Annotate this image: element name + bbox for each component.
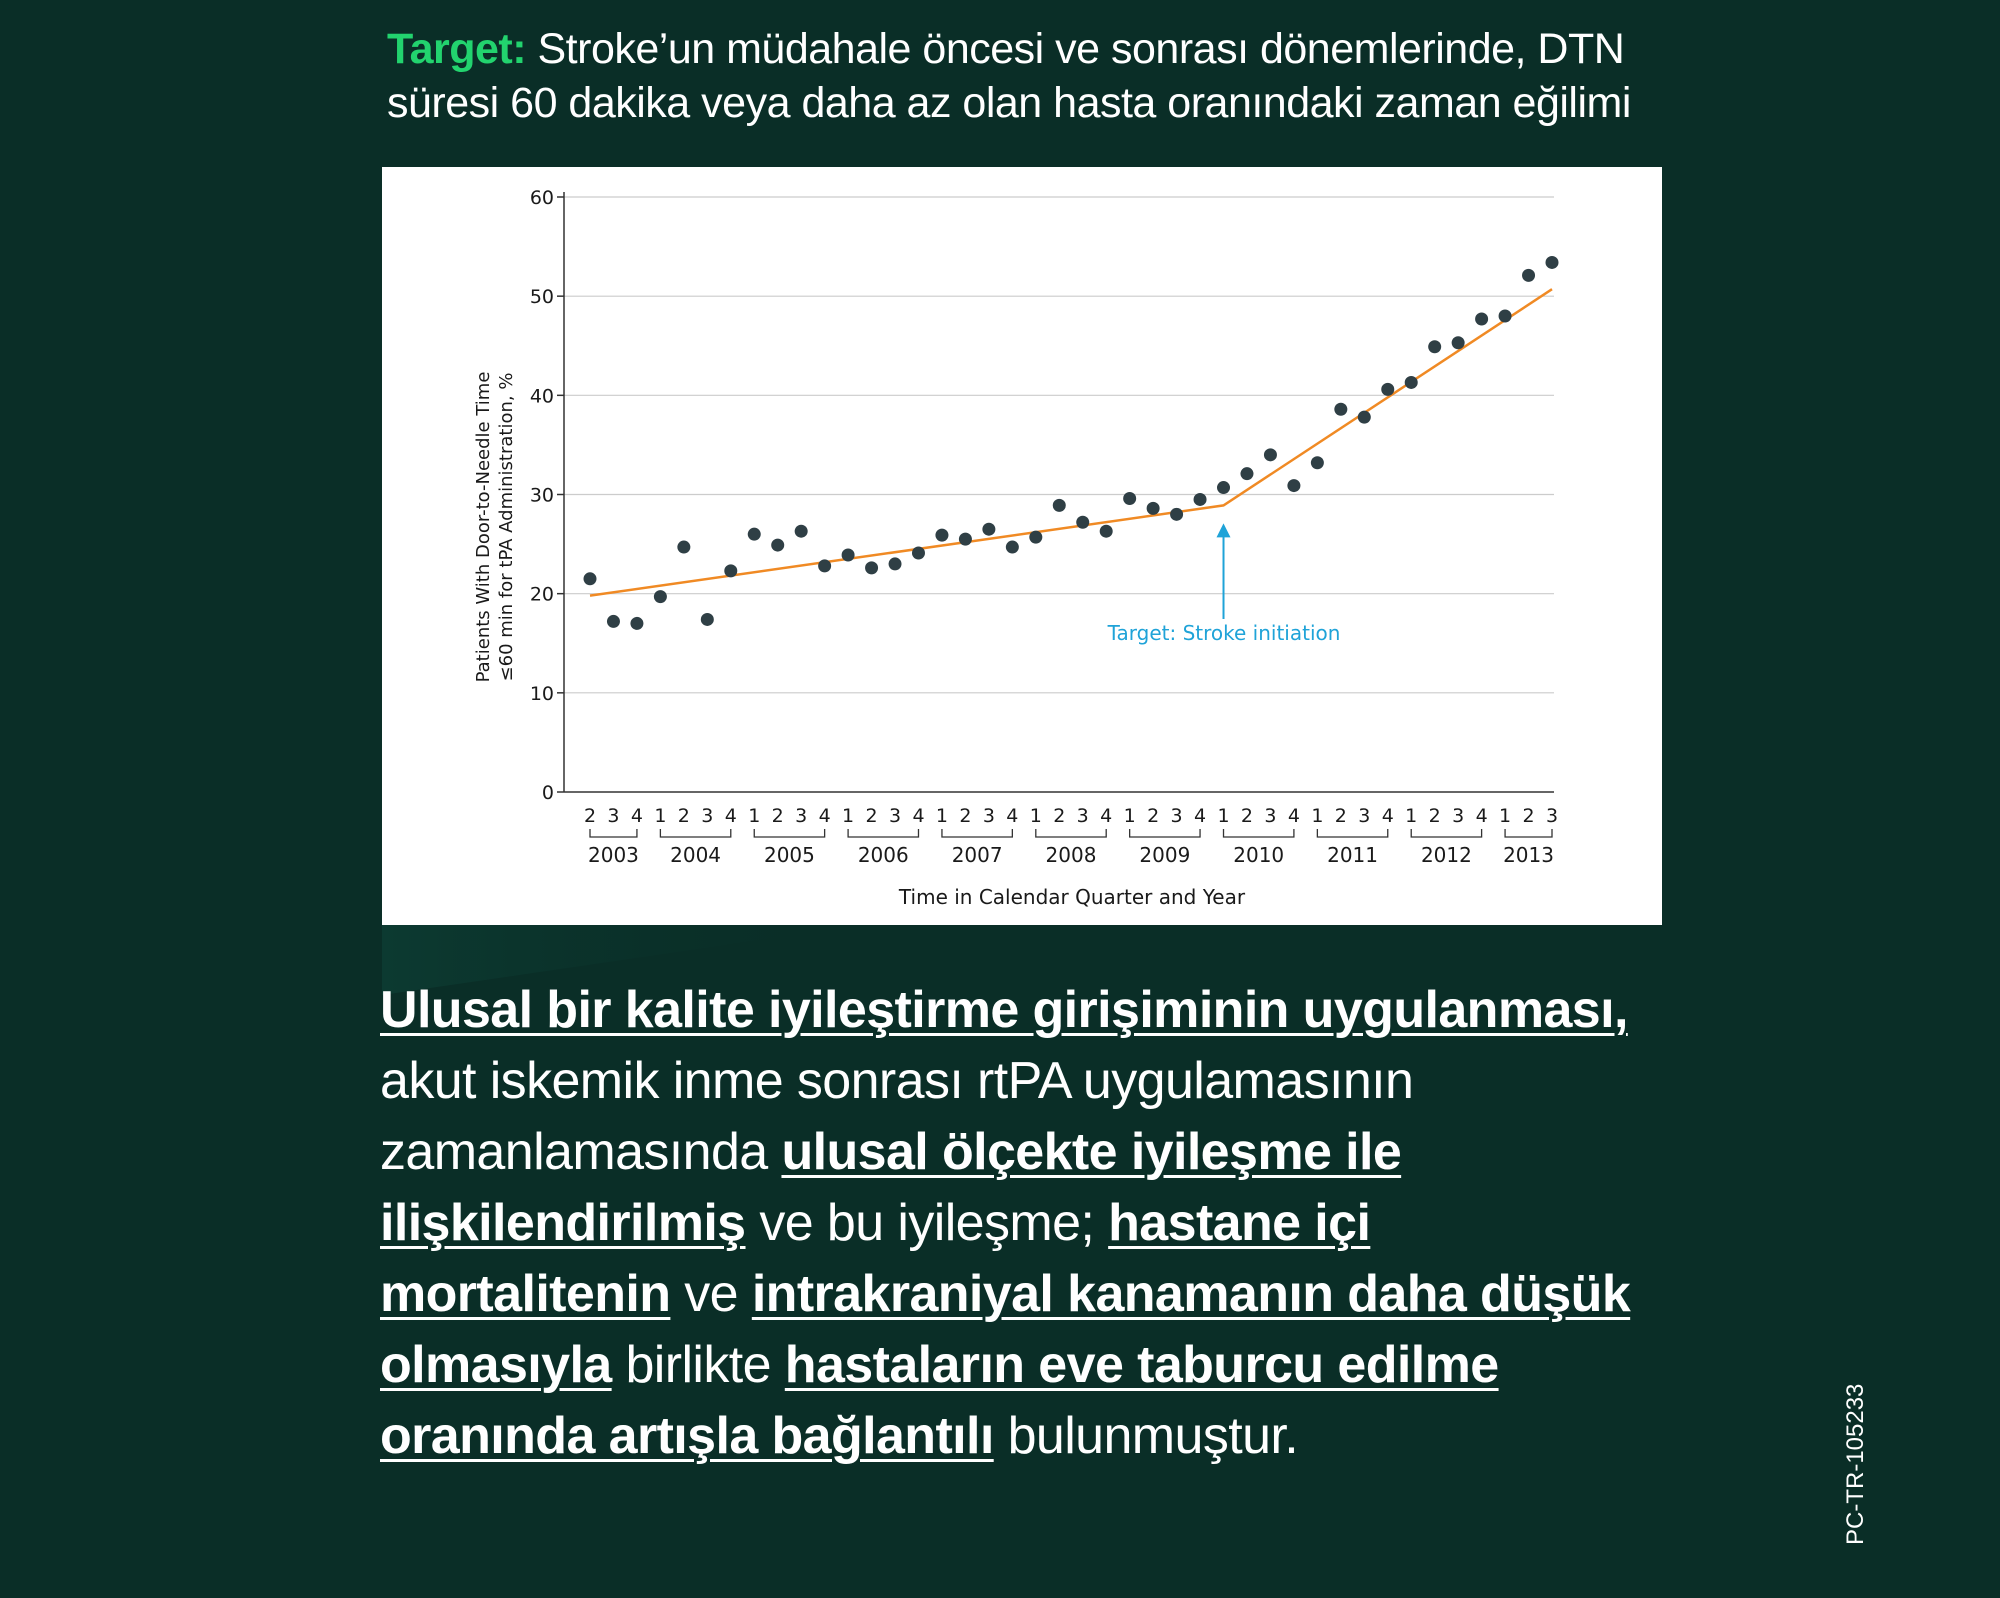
summary-emph-9: hastaların eve taburcu edilme oranında artışla bağlantılı — [380, 1336, 1499, 1465]
year-bracket — [754, 829, 824, 837]
quarter-label: 1 — [1499, 805, 1512, 827]
year-label: 2009 — [1139, 843, 1191, 867]
year-bracket — [590, 829, 637, 837]
quarter-label: 3 — [1545, 805, 1559, 827]
summary-part-6: ve — [670, 1265, 752, 1323]
summary-part-8: birlikte — [611, 1336, 785, 1394]
document-code: PC-TR-105233 — [1842, 1383, 1869, 1545]
data-point — [677, 541, 690, 554]
data-point — [1076, 516, 1089, 529]
year-bracket — [1130, 829, 1200, 837]
year-label: 2010 — [1233, 843, 1285, 867]
data-point — [1264, 448, 1277, 461]
quarter-label: 1 — [654, 805, 667, 827]
quarter-label: 1 — [1405, 805, 1418, 827]
data-point — [1147, 502, 1160, 515]
quarter-label: 3 — [795, 805, 808, 827]
quarter-label: 1 — [748, 805, 761, 827]
year-label: 2003 — [588, 843, 639, 867]
data-point — [889, 557, 902, 570]
quarter-label: 1 — [1217, 805, 1230, 827]
trend-layer — [590, 289, 1552, 595]
summary-part-4: ve bu iyileşme; — [745, 1194, 1109, 1252]
data-point — [771, 539, 784, 552]
year-bracket — [1317, 829, 1387, 837]
quarter-label: 4 — [1381, 805, 1394, 827]
title-keyword: Target: — [387, 25, 527, 73]
year-bracket — [942, 829, 1012, 837]
summary-emph-1: Ulusal bir kalite iyileştirme girişiminin uygulanması, — [380, 981, 1628, 1039]
data-point — [1170, 508, 1183, 521]
quarter-label: 2 — [1522, 805, 1535, 827]
data-point — [842, 548, 855, 561]
data-point — [1499, 310, 1512, 323]
summary-part-10: bulunmuştur. — [993, 1407, 1299, 1465]
y-tick-label: 10 — [529, 682, 554, 705]
quarter-label: 4 — [1475, 805, 1488, 827]
quarter-label: 1 — [935, 805, 948, 827]
quarter-label: 3 — [1358, 805, 1371, 827]
data-point — [724, 564, 737, 577]
year-label: 2012 — [1420, 843, 1472, 867]
data-point — [1123, 492, 1136, 505]
year-bracket — [1036, 829, 1106, 837]
quarter-label: 2 — [677, 805, 690, 827]
data-point — [982, 523, 995, 536]
quarter-label: 3 — [701, 805, 714, 827]
quarter-label: 4 — [1194, 805, 1207, 827]
data-point — [1428, 340, 1441, 353]
quarter-label: 2 — [1428, 805, 1441, 827]
quarter-label: 1 — [1123, 805, 1136, 827]
year-bracket — [1411, 829, 1481, 837]
data-point — [1381, 383, 1394, 396]
quarter-label: 3 — [1452, 805, 1465, 827]
quarter-label: 2 — [771, 805, 784, 827]
points-layer — [584, 256, 1559, 630]
data-point — [1006, 541, 1019, 554]
data-point — [935, 529, 948, 542]
data-point — [912, 547, 925, 560]
quarter-label: 4 — [912, 805, 925, 827]
quarter-label: 3 — [607, 805, 620, 827]
quarter-label: 2 — [865, 805, 878, 827]
y-tick-label: 20 — [529, 583, 554, 606]
data-point — [795, 525, 808, 538]
data-point — [630, 617, 643, 630]
quarter-label: 4 — [1100, 805, 1113, 827]
chart-panel — [382, 167, 1662, 925]
year-bracket — [660, 829, 730, 837]
trend-line — [590, 289, 1552, 595]
quarter-label: 1 — [1311, 805, 1324, 827]
data-point — [1217, 481, 1230, 494]
data-point — [1240, 467, 1253, 480]
year-bracket — [1505, 829, 1552, 837]
quarter-label: 3 — [982, 805, 995, 827]
data-point — [1334, 403, 1347, 416]
summary-emph-3: ulusal ölçekte iyileşme ile ilişkilendirilmiş — [380, 1123, 1402, 1252]
x-axis-label: Time in Calendar Quarter and Year — [898, 885, 1246, 909]
data-point — [1405, 376, 1418, 389]
axis-layer — [530, 187, 1558, 867]
year-label: 2013 — [1503, 843, 1554, 867]
data-point — [1100, 525, 1113, 538]
data-point — [701, 613, 714, 626]
quarter-label: 4 — [1006, 805, 1019, 827]
data-point — [865, 561, 878, 574]
year-label: 2007 — [951, 843, 1003, 867]
quarter-label: 3 — [1170, 805, 1183, 827]
y-tick-label: 60 — [529, 187, 554, 209]
year-label: 2004 — [670, 843, 722, 867]
summary-emph-7: intrakraniyal kanamanın daha düşük olmasıyla — [380, 1265, 1631, 1394]
y-axis-label-line1: Patients With Door-to-Needle Time — [473, 371, 494, 683]
title-text: Stroke’un müdahale öncesi ve sonrası dönemlerinde, DTN süresi 60 dakika veya daha az olan hasta oranındaki zaman eğilimi — [387, 25, 1631, 127]
quarter-label: 2 — [1053, 805, 1066, 827]
y-tick-label: 50 — [529, 286, 554, 309]
year-bracket — [1224, 829, 1294, 837]
quarter-label: 2 — [583, 805, 597, 827]
year-bracket — [848, 829, 918, 837]
data-point — [1358, 411, 1371, 424]
data-point — [584, 572, 597, 585]
data-point — [1452, 336, 1465, 349]
data-point — [818, 559, 831, 572]
quarter-label: 2 — [1240, 805, 1254, 827]
y-axis-label-line2: ≤60 min for tPA Administration, % — [496, 372, 517, 682]
year-label: 2011 — [1327, 843, 1379, 867]
year-label: 2006 — [857, 843, 909, 867]
data-point — [1546, 256, 1559, 269]
data-point — [748, 528, 761, 541]
y-tick-label: 30 — [529, 484, 554, 507]
page-title — [387, 22, 1667, 130]
quarter-label: 1 — [1029, 805, 1042, 827]
annotation-arrow-head — [1217, 523, 1231, 537]
quarter-label: 1 — [842, 805, 855, 827]
data-point — [654, 590, 667, 603]
data-point — [1053, 499, 1066, 512]
summary-emph-5: hastane içi mortalitenin — [380, 1194, 1371, 1323]
data-point — [959, 533, 972, 546]
quarter-label: 3 — [1264, 805, 1277, 827]
data-point — [1475, 312, 1488, 325]
summary-part-2: akut iskemik inme sonrası rtPA uygulamasının zamanlamasında — [380, 1052, 1414, 1181]
dtn-chart — [382, 167, 1662, 925]
data-point — [1522, 269, 1535, 282]
annotation-label: Target: Stroke initiation — [1107, 621, 1341, 645]
quarter-label: 4 — [630, 805, 643, 827]
quarter-label: 4 — [818, 805, 831, 827]
quarter-label: 2 — [1334, 805, 1347, 827]
year-label: 2008 — [1045, 843, 1097, 867]
year-label: 2005 — [763, 843, 815, 867]
quarter-label: 4 — [1287, 805, 1300, 827]
quarter-label: 3 — [888, 805, 902, 827]
quarter-label: 2 — [959, 805, 972, 827]
quarter-label: 4 — [724, 805, 737, 827]
y-tick-label: 40 — [529, 385, 554, 408]
data-point — [1311, 456, 1324, 469]
quarter-label: 3 — [1076, 805, 1089, 827]
y-tick-label: 0 — [541, 782, 554, 804]
data-point — [1194, 493, 1207, 506]
quarter-label: 2 — [1147, 805, 1160, 827]
data-point — [1029, 531, 1042, 544]
annotation-layer — [1217, 523, 1231, 619]
data-point — [1287, 479, 1300, 492]
summary-text — [380, 975, 1650, 1472]
data-point — [607, 615, 620, 628]
